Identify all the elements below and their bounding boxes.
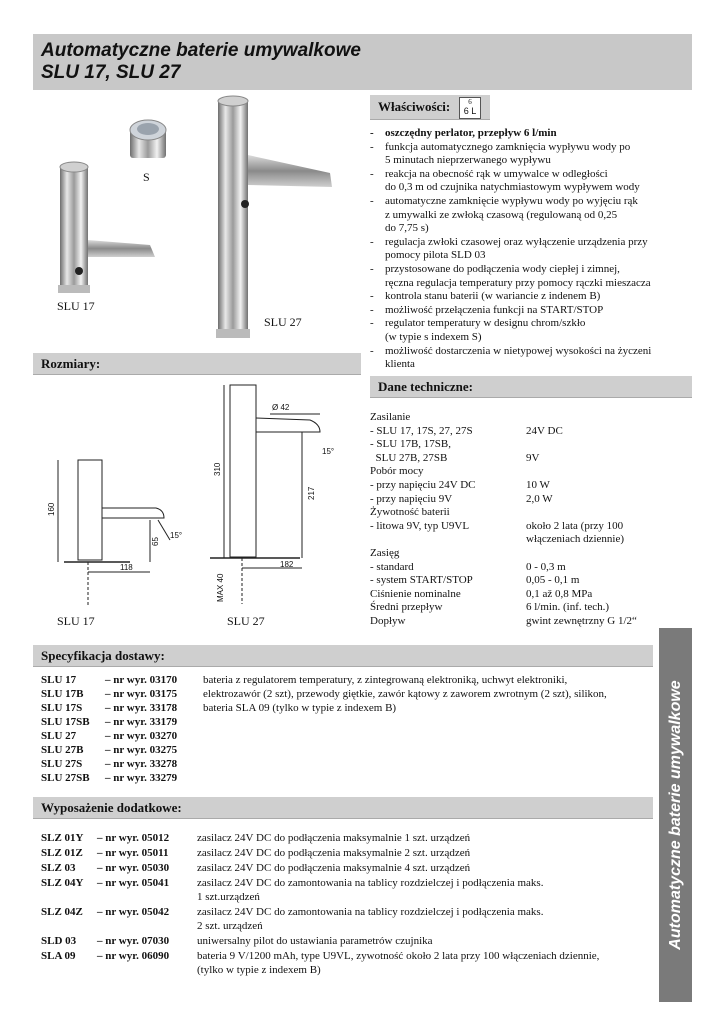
property-line <box>370 249 690 263</box>
spec-nr: – nr wyr. 03175 <box>105 688 178 700</box>
photo-label-slu17: SLU 17 <box>57 299 95 313</box>
slu27-drawing <box>210 385 320 604</box>
tech-row <box>370 614 637 629</box>
accessory-code: SLZ 01Z <box>41 847 83 859</box>
tech-row <box>370 478 550 493</box>
property-line <box>370 154 690 168</box>
spec-code: SLU 27S <box>41 758 83 770</box>
bullet-dash: - <box>370 344 374 357</box>
property-text: z umywalki ze zwłoką czasową (regulowaną od 0,25 <box>385 208 618 221</box>
property-text: możliwość przełączenia funkcji na START/STOP <box>385 303 604 316</box>
spec-code: SLU 17B <box>41 688 84 700</box>
tech-row <box>370 465 476 479</box>
property-text: oszczędny perlator, przepływ 6 l/min <box>385 127 557 139</box>
tech-row <box>370 424 563 439</box>
tech-value: 9V <box>526 451 540 464</box>
tech-table <box>370 411 637 629</box>
photo-label-slu27: SLU 27 <box>264 315 302 329</box>
tech-row <box>370 438 476 452</box>
spec-nr: – nr wyr. 33279 <box>105 772 178 784</box>
tech-label: Dopływ <box>370 614 406 627</box>
property-text: do 7,75 s) <box>385 222 429 235</box>
drawing-label-slu27: SLU 27 <box>227 614 265 628</box>
angle-17: 15° <box>170 531 183 540</box>
tech-value: 2,0 W <box>526 492 553 505</box>
accessory-desc-cont: 2 szt. urządzeń <box>197 920 263 932</box>
tech-label: Średni przepływ <box>370 601 443 614</box>
property-text: funkcja automatycznego zamknięcia wypływu wody po <box>385 140 631 153</box>
sidebar-title: Automatyczne baterie umywalkowe <box>666 680 684 950</box>
tech-label: - przy napięciu 9V <box>370 492 453 505</box>
bullet-dash: - <box>370 317 374 330</box>
spec-desc: elektrozawór (2 szt), przewody giętkie, zawór kątowy z zaworem zwrotnym (2 szt), silikon, <box>203 688 607 700</box>
property-text: ręczna regulacja temperatury przy pomocy rączki mieszacza <box>385 276 651 289</box>
property-text: (w typie s indexem S) <box>385 330 482 343</box>
property-line <box>370 331 690 345</box>
accessories-heading: Wyposażenie dodatkowe: <box>41 800 182 815</box>
tech-row <box>370 506 476 520</box>
tech-label: - SLU 17, 17S, 27, 27S <box>370 424 473 437</box>
spec-nr: – nr wyr. 33179 <box>105 716 178 728</box>
accessory-desc: bateria 9 V/1200 mAh, type U9VL, zywotność około 2 lata przy 100 włączeniach dziennie, <box>197 950 600 962</box>
tech-label: - przy napięciu 24V DC <box>370 478 476 491</box>
accessory-nr: – nr wyr. 05041 <box>97 877 170 889</box>
dim-310: 310 <box>213 462 222 476</box>
tech-value: włączeniach dziennie) <box>526 533 625 546</box>
tech-heading: Dane techniczne: <box>378 379 473 394</box>
spec-code: SLU 27 <box>41 730 77 742</box>
tech-label: Ciśnienie nominalne <box>370 587 461 600</box>
tech-label: Pobór mocy <box>370 465 424 478</box>
tech-value: 10 W <box>526 478 550 491</box>
tech-row <box>370 560 566 575</box>
accessories-heading-bar <box>33 797 653 819</box>
property-line <box>370 277 690 291</box>
tech-value: 0 - 0,3 m <box>526 560 566 573</box>
property-text: automatyczne zamknięcie wypływu wody po wyjęciu rąk <box>385 194 638 207</box>
tech-value: gwint zewnętrzny G 1/2“ <box>526 614 637 627</box>
dim-160: 160 <box>47 502 56 516</box>
bullet-dash: - <box>370 303 374 316</box>
photo-label-s: S <box>143 170 150 184</box>
property-text: przystosowane do podłączenia wody ciepłej i zimnej, <box>385 262 620 275</box>
accessory-code: SLZ 03 <box>41 862 76 874</box>
property-line <box>370 195 690 209</box>
property-line <box>370 127 690 141</box>
spec-code: SLU 17 <box>41 674 77 686</box>
angle-27: 15° <box>322 447 335 456</box>
spec-code: SLU 27SB <box>41 772 90 784</box>
spec-nr: – nr wyr. 03270 <box>105 730 178 742</box>
accessory-nr: – nr wyr. 05012 <box>97 832 170 844</box>
dim-118: 118 <box>120 563 133 572</box>
tech-row <box>370 519 624 534</box>
property-text: klienta <box>385 358 415 371</box>
accessory-desc: zasilacz 24V DC do zamontowania na tablicy rozdzielczej i podłączenia maks. <box>197 877 544 889</box>
accessory-code: SLA 09 <box>41 950 76 962</box>
tech-value: około 2 lata (przy 100 <box>526 519 624 532</box>
knob-photo <box>130 120 166 158</box>
accessory-desc-cont: 1 szt.urządzeń <box>197 891 260 903</box>
spec-desc: bateria SLA 09 (tylko w typie z indexem B) <box>203 702 397 714</box>
dim-65: 65 <box>151 537 160 546</box>
property-text: regulacja zwłoki czasowej oraz wyłączenie urządzenia przy <box>385 235 648 248</box>
accessory-nr: – nr wyr. 05030 <box>97 862 170 874</box>
bullet-dash: - <box>370 140 374 153</box>
tech-heading-bar <box>370 376 692 398</box>
tech-label: - litowa 9V, typ U9VL <box>370 519 470 532</box>
bullet-dash: - <box>370 262 374 275</box>
tech-value: 24V DC <box>526 424 563 437</box>
property-line <box>370 236 690 250</box>
property-line <box>370 345 690 359</box>
tech-label: SLU 27B, 27SB <box>370 451 448 464</box>
spec-nr: – nr wyr. 33178 <box>105 702 178 714</box>
property-text: 5 minutach nieprzerwanego wypływu <box>385 154 551 167</box>
spec-nr: – nr wyr. 33278 <box>105 758 178 770</box>
tech-value: 6 l/min. (inf. tech.) <box>526 601 610 614</box>
accessory-desc: zasilacz 24V DC do podłączenia maksymalnie 1 szt. urządzeń <box>197 832 471 844</box>
property-text: reakcja na obecność rąk w umywalce w odległości <box>385 167 608 180</box>
dim-182: 182 <box>280 560 294 569</box>
slu27-dimension-labels <box>213 403 334 602</box>
accessory-nr: – nr wyr. 06090 <box>97 950 170 962</box>
tech-value: 0,05 - 0,1 m <box>526 574 580 587</box>
tech-value: 0,1 až 0,8 MPa <box>526 587 593 600</box>
drawing-label-slu17: SLU 17 <box>57 614 95 628</box>
accessory-nr: – nr wyr. 07030 <box>97 935 170 947</box>
spec-heading-bar <box>33 645 653 667</box>
tech-row <box>370 574 580 588</box>
tech-label: - SLU 17B, 17SB, <box>370 438 451 451</box>
property-text: pomocy pilota SLD 03 <box>385 249 486 262</box>
spec-nr: – nr wyr. 03170 <box>105 674 178 686</box>
bullet-dash: - <box>370 235 374 248</box>
spec-code: SLU 17SB <box>41 716 90 728</box>
accessory-code: SLZ 04Z <box>41 906 83 918</box>
property-line <box>370 141 690 155</box>
accessory-nr: – nr wyr. 05042 <box>97 906 170 918</box>
slu17-drawing <box>58 460 170 606</box>
property-line <box>370 263 690 277</box>
property-line <box>370 358 690 372</box>
property-line <box>370 209 690 223</box>
accessory-desc: zasilacz 24V DC do podłączenia maksymalnie 2 szt. urządzeń <box>197 847 471 859</box>
bullet-dash: - <box>370 290 374 303</box>
property-line <box>370 304 690 318</box>
flow-rate-icon: 6 6 L <box>459 97 481 119</box>
tech-row <box>370 451 540 466</box>
page-title: Automatyczne baterie umywalkowe <box>41 40 361 61</box>
tech-label: Żywotność baterii <box>370 506 450 519</box>
slu27-photo <box>216 96 332 338</box>
dimension-drawings <box>30 380 360 610</box>
dim-217: 217 <box>307 486 316 500</box>
spec-desc: bateria z regulatorem temperatury, z zintegrowaną elektroniką, uchwyt elektroniki, <box>203 674 568 686</box>
accessory-desc: zasilacz 24V DC do podłączenia maksymalnie 4 szt. urządzeń <box>197 862 471 874</box>
dimensions-heading-bar <box>33 353 361 375</box>
property-line <box>370 181 690 195</box>
property-line <box>370 317 690 331</box>
accessory-code: SLZ 04Y <box>41 877 84 889</box>
dim-d42: Ø 42 <box>272 403 290 412</box>
tech-row <box>370 587 593 602</box>
vertical-sidebar <box>659 628 692 1002</box>
bullet-dash: - <box>370 167 374 180</box>
tech-row <box>370 533 625 547</box>
tech-label: - standard <box>370 560 414 573</box>
dimensions-heading: Rozmiary: <box>41 356 101 371</box>
property-line <box>370 222 690 236</box>
property-text: regulator temperatury w designu chrom/szkło <box>385 317 586 330</box>
page-subtitle: SLU 17, SLU 27 <box>41 62 181 83</box>
slu17-photo <box>58 162 155 293</box>
tech-row <box>370 492 553 507</box>
accessory-nr: – nr wyr. 05011 <box>97 847 169 859</box>
property-text: możliwość dostarczenia w nietypowej wysokości na życzeni <box>385 344 652 357</box>
tech-row <box>370 601 610 615</box>
tech-label: Zasilanie <box>370 411 411 423</box>
spec-nr: – nr wyr. 03275 <box>105 744 178 756</box>
tech-label: Zasięg <box>370 546 400 559</box>
bullet-dash: - <box>370 194 374 207</box>
tech-row <box>370 411 476 425</box>
dim-max40: MAX 40 <box>216 573 225 602</box>
properties-heading: Właściwości: <box>378 99 451 114</box>
accessory-code: SLZ 01Y <box>41 832 84 844</box>
accessory-code: SLD 03 <box>41 935 77 947</box>
accessory-desc-cont: (tylko w typie z indexem B) <box>197 964 321 976</box>
property-text: kontrola stanu baterii (w wariancie z indenem B) <box>385 290 601 303</box>
bullet-dash: - <box>370 127 374 139</box>
tech-label: - system START/STOP <box>370 574 473 587</box>
title-band <box>33 34 692 90</box>
property-text: do 0,3 m od czujnika natychmiastowym wypływem wody <box>385 181 640 194</box>
accessory-desc: zasilacz 24V DC do zamontowania na tablicy rozdzielczej i podłączenia maks. <box>197 906 544 918</box>
properties-list <box>370 127 690 372</box>
spec-code: SLU 27B <box>41 744 84 756</box>
tech-row <box>370 547 476 561</box>
spec-code: SLU 17S <box>41 702 83 714</box>
property-line <box>370 290 690 304</box>
accessory-desc: uniwersalny pilot do ustawiania parametrów czujnika <box>197 935 433 947</box>
spec-heading: Specyfikacja dostawy: <box>41 648 165 663</box>
property-line <box>370 168 690 182</box>
